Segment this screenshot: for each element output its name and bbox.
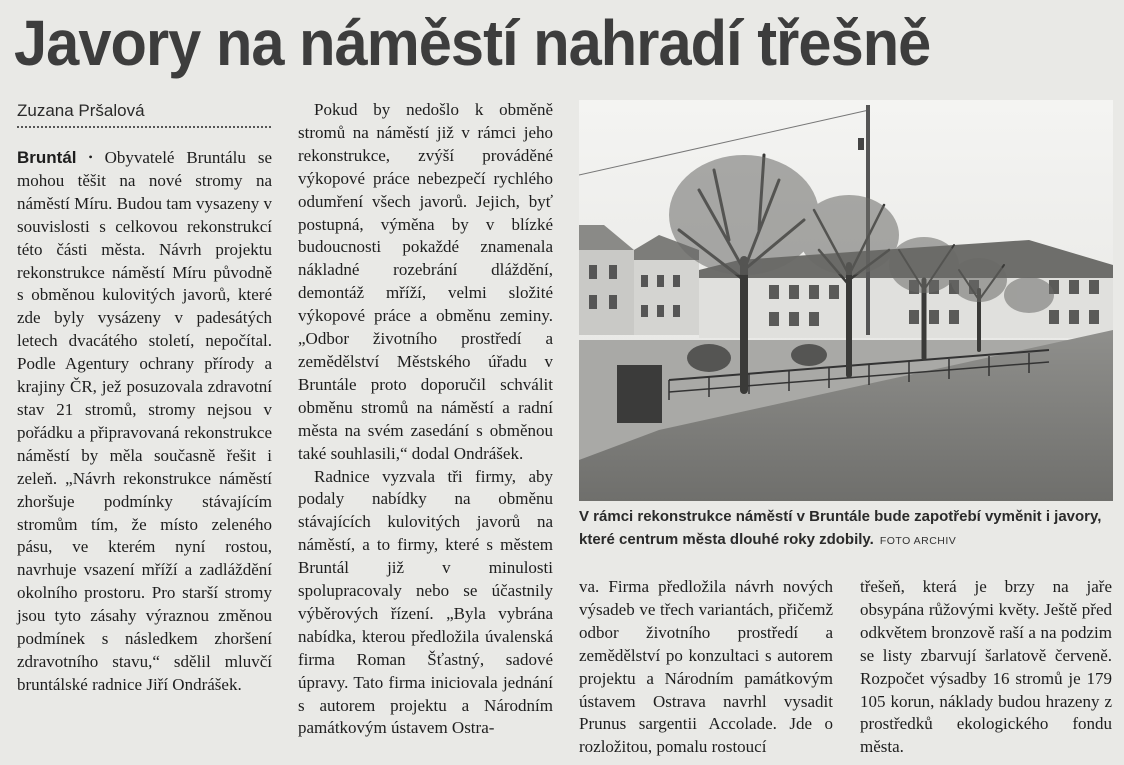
paragraph: Pokud by nedošlo k obměně stromů na náměstí již v rámci jeho rekonstrukce, zvýší prováděné výkopové práce nebezpečí rychlého odumření všech javorů. Jejich, byť postupná, výměna by v blízké budoucnosti pokaždé znamenala nákladné rozebrání dláždění, demontáž mříží, velmi složité výkopové práce a obměnu zeminy. „Odbor životního prostředí a zemědělství Městského úřadu v Bruntále proto doporučil schválit obměnu stromů na náměstí a radní města na svém zasedání s obměnou také souhlasili,“ dodal Ondrášek. (298, 100, 553, 463)
town-square-photo-icon (579, 100, 1113, 501)
paragraph: třešeň, která je brzy na jaře obsypána růžovými květy. Ještě před odkvětem bronzově raší a na podzim se listy zbarvují šarlatově červeně. Rozpočet výsadby 16 stromů je 179 105 korun, náklady budou hrazeny z prostředků ekologického fondu města. (860, 577, 1112, 757)
town-square-photo (579, 100, 1113, 501)
author-byline: Zuzana Pršalová (17, 99, 271, 128)
article-column-1 (17, 146, 272, 697)
paragraph: va. Firma předložila návrh nových výsadeb ve třech variantách, přičemž odbor životního prostředí a zemědělství po konzultaci s autorem projektu a Národním památkovým ústavem Ostrava navrhl vysadit Prunus sargentii Accolade. Jde o rozložitou, pomalu rostoucí (579, 577, 833, 757)
headline: Javory na náměstí nahradí třešně (14, 7, 931, 79)
caption-text: V rámci rekonstrukce náměstí v Bruntále bude zapotřebí vyměnit i javory, které centrum města dlouhé roky zdobily. (579, 508, 1102, 548)
lead-city: Bruntál (17, 148, 77, 167)
article-column-2 (298, 99, 553, 740)
article-column-4 (860, 576, 1112, 759)
bullet-icon: • (88, 150, 93, 164)
paragraph: Radnice vyzvala tři firmy, aby podaly nabídky na obměnu stávajících kulovitých javorů na náměstí, a to firmy, které s městem Bruntál již v minulosti spolupracovaly nebo se účastnily výběrových řízení. „Byla vybrána nabídka, kterou předložila úvalenská firma Roman Šťastný, sadové úpravy. Tato firma iniciovala jednání s autorem projektu a Národním památkovým ústavem Ostra- (298, 466, 553, 738)
article-column-3 (579, 576, 833, 759)
photo-caption (579, 505, 1114, 553)
photo-credit: FOTO ARCHIV (879, 535, 957, 547)
paragraph: Obyvatelé Bruntálu se mohou těšit na nové stromy na náměstí Míru. Budou tam vysazeny v souvislosti s celkovou rekonstrukcí této části města. Návrh projektu rekonstrukce náměstí Míru původně s obměnou kulovitých javorů, které zde byly vysázeny v padesátých letech dvacátého století, nepočítal. Podle Agentury ochrany přírody a krajiny ČR, jež posuzovala zdravotní stav 21 stromů, stromy nejsou v pořádku a připravovaná rekonstrukce náměstí by měla současně řešit i zeleň. „Návrh rekonstrukce náměstí zhoršuje podmínky stávajícím stromům tím, že místo zeleného pásu, ve kterém nyní rostou, navrhuje vsazení mříží a zadláždění okolního prostoru. Pro starší stromy jsou tyto zásahy výraznou změnou podmínek s následkem zhoršení zdravotního stavu,“ sdělil mluvčí bruntálské radnice Jiří Ondrášek. (17, 148, 273, 694)
